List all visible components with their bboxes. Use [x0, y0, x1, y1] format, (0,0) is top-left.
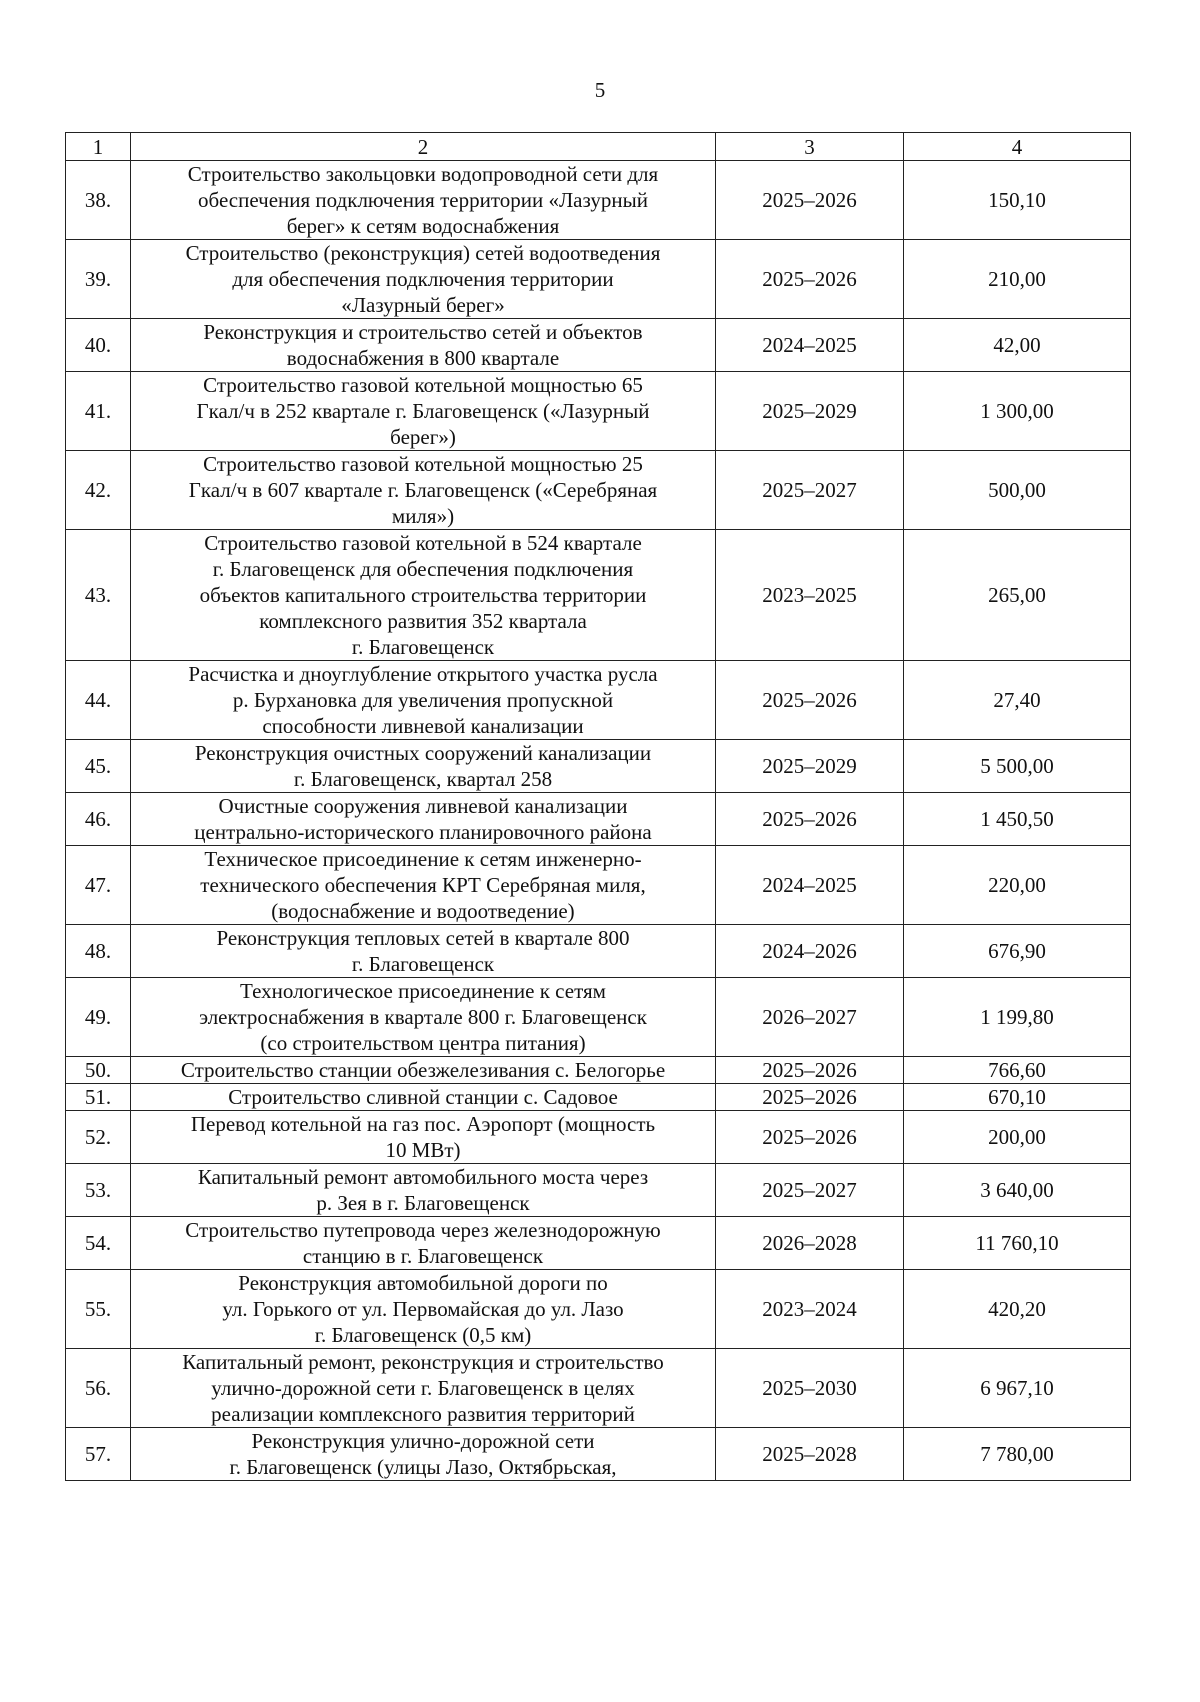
table-row: [66, 240, 1131, 319]
row-period: 2026–2028: [716, 1217, 904, 1270]
row-amount: 6 967,10: [904, 1349, 1131, 1428]
row-amount: 42,00: [904, 319, 1131, 372]
row-period: 2024–2025: [716, 319, 904, 372]
row-description: Техническое присоединение к сетям инженерно- технического обеспечения КРТ Серебряная миля, (водоснабжение и водоотведение): [131, 846, 716, 925]
table-row: [66, 1111, 1131, 1164]
row-description: Строительство путепровода через железнодорожную станцию в г. Благовещенск: [131, 1217, 716, 1270]
row-number: 57.: [66, 1428, 131, 1481]
table-row: [66, 1164, 1131, 1217]
row-number: 48.: [66, 925, 131, 978]
row-description: Перевод котельной на газ пос. Аэропорт (мощность 10 МВт): [131, 1111, 716, 1164]
header-col-1: 1: [66, 133, 131, 161]
table-row: [66, 1217, 1131, 1270]
row-description: Строительство газовой котельной в 524 квартале г. Благовещенск для обеспечения подключения объектов капитального строительства территории комплексного развития 352 квартала г. Благовещенск: [131, 530, 716, 661]
row-amount: 265,00: [904, 530, 1131, 661]
row-period: 2025–2028: [716, 1428, 904, 1481]
row-amount: 676,90: [904, 925, 1131, 978]
row-amount: 11 760,10: [904, 1217, 1131, 1270]
row-number: 42.: [66, 451, 131, 530]
row-period: 2025–2026: [716, 240, 904, 319]
table-row: [66, 319, 1131, 372]
row-description: Технологическое присоединение к сетям электроснабжения в квартале 800 г. Благовещенск (со строительством центра питания): [131, 978, 716, 1057]
table-row: [66, 1084, 1131, 1111]
row-number: 39.: [66, 240, 131, 319]
table-row: [66, 740, 1131, 793]
row-period: 2025–2026: [716, 793, 904, 846]
row-period: 2023–2024: [716, 1270, 904, 1349]
table-header: [66, 133, 1131, 161]
row-number: 41.: [66, 372, 131, 451]
table-body: [66, 161, 1131, 1481]
row-period: 2025–2026: [716, 1084, 904, 1111]
row-number: 44.: [66, 661, 131, 740]
header-col-2: 2: [131, 133, 716, 161]
row-amount: 5 500,00: [904, 740, 1131, 793]
row-description: Капитальный ремонт автомобильного моста через р. Зея в г. Благовещенск: [131, 1164, 716, 1217]
projects-table: [65, 132, 1131, 1481]
table-row: [66, 451, 1131, 530]
table-row: [66, 925, 1131, 978]
table-row: [66, 1349, 1131, 1428]
row-amount: 3 640,00: [904, 1164, 1131, 1217]
row-amount: 1 300,00: [904, 372, 1131, 451]
table-row: [66, 372, 1131, 451]
table-row: [66, 846, 1131, 925]
row-number: 38.: [66, 161, 131, 240]
row-description: Строительство газовой котельной мощностью 65 Гкал/ч в 252 квартале г. Благовещенск («Лазурный берег»): [131, 372, 716, 451]
row-period: 2025–2026: [716, 1111, 904, 1164]
row-number: 53.: [66, 1164, 131, 1217]
row-number: 50.: [66, 1057, 131, 1084]
row-description: Строительство сливной станции с. Садовое: [131, 1084, 716, 1111]
row-amount: 1 199,80: [904, 978, 1131, 1057]
row-description: Строительство закольцовки водопроводной сети для обеспечения подключения территории «Лазурный берег» к сетям водоснабжения: [131, 161, 716, 240]
table-row: [66, 530, 1131, 661]
row-period: 2023–2025: [716, 530, 904, 661]
row-amount: 200,00: [904, 1111, 1131, 1164]
row-description: Реконструкция автомобильной дороги по ул. Горького от ул. Первомайская до ул. Лазо г. Благовещенск (0,5 км): [131, 1270, 716, 1349]
row-description: Реконструкция тепловых сетей в квартале 800 г. Благовещенск: [131, 925, 716, 978]
row-description: Строительство станции обезжелезивания с. Белогорье: [131, 1057, 716, 1084]
row-description: Реконструкция очистных сооружений канализации г. Благовещенск, квартал 258: [131, 740, 716, 793]
row-period: 2024–2026: [716, 925, 904, 978]
row-amount: 766,60: [904, 1057, 1131, 1084]
row-period: 2025–2027: [716, 451, 904, 530]
row-amount: 7 780,00: [904, 1428, 1131, 1481]
row-period: 2025–2030: [716, 1349, 904, 1428]
row-amount: 27,40: [904, 661, 1131, 740]
row-number: 43.: [66, 530, 131, 661]
row-number: 54.: [66, 1217, 131, 1270]
table-row: [66, 1057, 1131, 1084]
header-col-3: 3: [716, 133, 904, 161]
row-description: Реконструкция улично-дорожной сети г. Благовещенск (улицы Лазо, Октябрьская,: [131, 1428, 716, 1481]
row-number: 49.: [66, 978, 131, 1057]
page-number: 5: [594, 78, 606, 102]
table-row: [66, 793, 1131, 846]
row-period: 2025–2026: [716, 661, 904, 740]
row-number: 46.: [66, 793, 131, 846]
row-description: Строительство газовой котельной мощностью 25 Гкал/ч в 607 квартале г. Благовещенск («Серебряная миля»): [131, 451, 716, 530]
row-description: Очистные сооружения ливневой канализации центрально-исторического планировочного района: [131, 793, 716, 846]
row-amount: 500,00: [904, 451, 1131, 530]
row-number: 47.: [66, 846, 131, 925]
row-period: 2026–2027: [716, 978, 904, 1057]
header-row: [66, 133, 1131, 161]
row-number: 40.: [66, 319, 131, 372]
row-number: 45.: [66, 740, 131, 793]
row-period: 2025–2026: [716, 161, 904, 240]
row-amount: 670,10: [904, 1084, 1131, 1111]
row-description: Строительство (реконструкция) сетей водоотведения для обеспечения подключения территории «Лазурный берег»: [131, 240, 716, 319]
table-row: [66, 978, 1131, 1057]
row-amount: 150,10: [904, 161, 1131, 240]
row-amount: 1 450,50: [904, 793, 1131, 846]
row-description: Реконструкция и строительство сетей и объектов водоснабжения в 800 квартале: [131, 319, 716, 372]
row-amount: 210,00: [904, 240, 1131, 319]
row-description: Расчистка и дноуглубление открытого участка русла р. Бурхановка для увеличения пропускной способности ливневой канализации: [131, 661, 716, 740]
row-number: 51.: [66, 1084, 131, 1111]
row-period: 2024–2025: [716, 846, 904, 925]
row-period: 2025–2026: [716, 1057, 904, 1084]
table-row: [66, 661, 1131, 740]
row-number: 55.: [66, 1270, 131, 1349]
table-row: [66, 1428, 1131, 1481]
row-number: 52.: [66, 1111, 131, 1164]
table-row: [66, 161, 1131, 240]
row-period: 2025–2027: [716, 1164, 904, 1217]
row-description: Капитальный ремонт, реконструкция и строительство улично-дорожной сети г. Благовещенск в целях реализации комплексного развития территорий: [131, 1349, 716, 1428]
header-col-4: 4: [904, 133, 1131, 161]
table-row: [66, 1270, 1131, 1349]
row-period: 2025–2029: [716, 740, 904, 793]
row-number: 56.: [66, 1349, 131, 1428]
row-amount: 420,20: [904, 1270, 1131, 1349]
row-period: 2025–2029: [716, 372, 904, 451]
row-amount: 220,00: [904, 846, 1131, 925]
